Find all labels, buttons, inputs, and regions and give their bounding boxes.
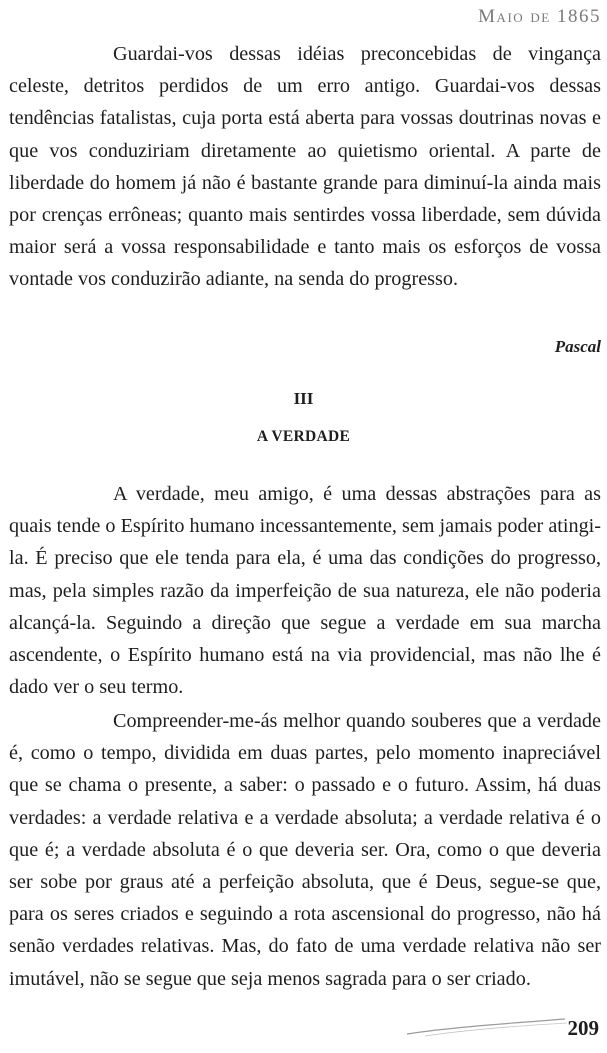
paragraph-2 xyxy=(9,478,601,703)
paragraph-3 xyxy=(9,705,601,995)
running-header: Maio de 1865 xyxy=(478,6,601,27)
author-signature: Pascal xyxy=(554,337,601,356)
paragraph-3-text: Compreender-me-ás melhor quando souberes que a verdade é, como o tempo, dividida em duas partes, pelo momento inapreciável que se chama o presente, a saber: o passado e o futuro. Assim, há duas verdades: a verdade relativa e a verdade absoluta; a verdade relativa é o que é; a verdade absoluta é o que deveria ser. Ora, como o que deveria ser sobe por graus até a perfeição absoluta, que é Deus, segue-se que, para os seres criados e seguindo a rota ascensional do progresso, não há senão verdades relativas. Mas, do fato de uma verdade relativa não ser imutável, não se segue que seja menos sagrada para o ser criado. xyxy=(9,710,601,990)
section-number: III xyxy=(293,389,314,408)
paragraph-1 xyxy=(9,38,601,296)
section-title: A VERDADE xyxy=(256,428,351,445)
paragraph-1-text: Guardai-vos dessas idéias preconcebidas de vingança celeste, detritos perdidos de um erro antigo. Guardai-vos dessas tendências fatalistas, cuja porta está aberta para vossas doutrinas novas e que vos conduziriam diretamente ao quietismo oriental. A parte de liberdade do homem já não é bastante grande para diminuí-la ainda mais por crenças errôneas; quanto mais sentirdes vossa liberdade, sem dúvida maior será a vossa responsabilidade e tanto mais os esforços de vossa vontade vos conduzirão adiante, na senda do progresso. xyxy=(9,43,601,291)
page-number: 209 xyxy=(567,1016,599,1040)
page-ornament-swoosh xyxy=(405,1008,570,1038)
paragraph-2-text: A verdade, meu amigo, é uma dessas abstrações para as quais tende o Espírito humano incessantemente, sem jamais poder atingi-la. É preciso que ele tenda para ela, é uma das condições do progresso, mas, pela simples razão da imperfeição de sua natureza, ele não poderia alcançá-la. Seguindo a direção que segue a verdade em sua marcha ascendente, o Espírito humano está na via providencial, mas não lhe é dado ver o seu termo. xyxy=(9,483,602,699)
